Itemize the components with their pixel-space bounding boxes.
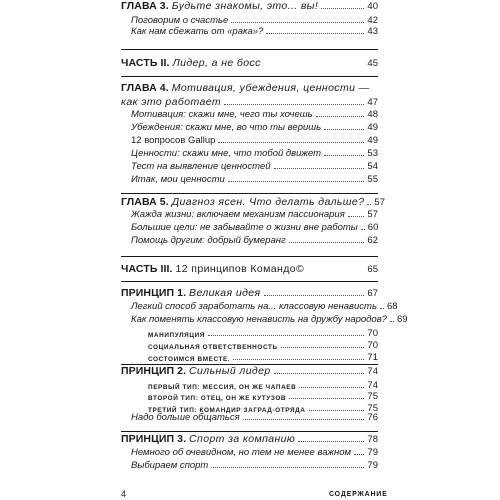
toc-entry[interactable] (131, 314, 408, 325)
dot-leader (211, 467, 364, 468)
dot-leader (231, 22, 364, 23)
dot-leader (264, 295, 365, 296)
toc-page-number: 69 (396, 314, 408, 325)
toc-entry[interactable] (131, 174, 378, 185)
toc-entry-title: Будьте знакомы, это... вы! (171, 0, 319, 12)
dot-leader (367, 204, 371, 205)
toc-entry[interactable] (131, 447, 378, 458)
toc-entry-text: Поговорим о счастье (131, 15, 229, 26)
toc-page-number: 71 (367, 352, 378, 363)
toc-page-number: 78 (367, 434, 378, 445)
dot-leader (309, 410, 365, 411)
toc-entry-text: Помощь другим: добрый бумеранг (131, 235, 286, 246)
toc-entry-title-cont: как это работает (121, 96, 221, 108)
dot-leader (380, 308, 384, 309)
toc-entry[interactable] (131, 26, 378, 37)
dot-leader (274, 168, 365, 169)
toc-entry[interactable] (131, 209, 378, 220)
toc-page-number: 54 (367, 161, 378, 172)
toc-entry-chapter-5[interactable] (121, 196, 385, 208)
toc-page-number: 76 (367, 412, 378, 423)
toc-page-number: 74 (367, 380, 378, 391)
running-footer-section: СОДЕРЖАНИЕ (329, 491, 388, 498)
toc-entry-text: Тест на выявление ценностей (131, 161, 271, 172)
dot-leader (243, 419, 365, 420)
dot-leader (321, 8, 364, 9)
toc-page-number: 70 (367, 328, 378, 339)
section-divider (121, 76, 378, 77)
toc-page-number: 49 (367, 135, 378, 146)
dot-leader (233, 359, 364, 360)
toc-entry-text (121, 263, 304, 275)
dot-leader (361, 229, 365, 230)
toc-entry-principle-1[interactable] (121, 287, 378, 299)
section-divider (121, 281, 378, 282)
toc-entry[interactable] (131, 412, 378, 423)
toc-entry-text (121, 433, 295, 445)
toc-entry-label: ПРИНЦИП 2. (121, 365, 187, 377)
section-divider (121, 49, 378, 50)
toc-entry-title: Мотивация, убеждения, ценности — (171, 82, 370, 94)
toc-page-number: 75 (367, 391, 378, 402)
dot-leader (218, 142, 364, 143)
toc-entry[interactable] (131, 301, 398, 312)
toc-entry-title: Сильный лидер (189, 365, 271, 377)
toc-page-number: 75 (367, 403, 378, 414)
toc-entry-title: Лидер, а не босс (172, 57, 261, 69)
toc-entry-text: Большие цели: не забывайте о жизни вне работы (131, 222, 358, 233)
toc-entry-text: Мотивация: скажи мне, чего ты хочешь (131, 109, 313, 120)
toc-entry-part-3[interactable] (121, 263, 378, 275)
toc-entry-text (121, 196, 364, 208)
toc-subentry[interactable] (148, 380, 378, 391)
toc-entry-chapter-3[interactable] (121, 0, 378, 12)
toc-page-number: 43 (367, 26, 378, 37)
toc-entry-principle-3[interactable] (121, 433, 378, 445)
dot-leader (390, 321, 394, 322)
toc-entry-text: Выбираем спорт (131, 460, 209, 471)
toc-entry-text (121, 287, 261, 299)
toc-page-number: 49 (367, 122, 378, 133)
section-divider (121, 193, 378, 194)
toc-subentry[interactable] (148, 340, 378, 351)
toc-entry-text (121, 57, 261, 69)
toc-entry-text: ПЕРВЫЙ ТИП: МЕССИЯ, ОН ЖЕ ЧАПАЕВ (148, 384, 297, 391)
dot-leader (208, 335, 364, 336)
toc-entry-text: ТРЕТИЙ ТИП: КОМАНДИР ЗАГРАД-ОТРЯДА (148, 407, 306, 414)
toc-entry-title: Спорт за компанию (189, 433, 296, 445)
dot-leader (224, 104, 364, 105)
toc-page-number: 79 (367, 460, 378, 471)
toc-entry-label: ГЛАВА 5. (121, 196, 169, 208)
dot-leader (354, 454, 364, 455)
toc-page-number: 48 (367, 109, 378, 120)
dot-leader (289, 242, 365, 243)
dot-leader (298, 441, 364, 442)
toc-page-number: 57 (367, 209, 378, 220)
toc-page-number: 67 (367, 288, 378, 299)
dot-leader (348, 216, 365, 217)
toc-entry-text: Как поменять классовую ненависть на дружбу народов? (131, 314, 387, 325)
toc-page-number: 47 (367, 97, 378, 108)
toc-entry-text: Ценности: скажи мне, что тобой движет (131, 148, 322, 159)
toc-entry-text: Как нам сбежать от «рака»? (131, 26, 264, 37)
toc-entry-text: ВТОРОЙ ТИП: ОТЕЦ, ОН ЖЕ КУТУЗОВ (148, 395, 287, 402)
toc-subentry[interactable] (148, 391, 378, 402)
toc-entry-title: Диагноз ясен. Что делать дальше? (171, 196, 365, 208)
toc-entry-label: ГЛАВА 4. (121, 82, 169, 94)
toc-entry[interactable] (131, 15, 378, 26)
dot-leader (274, 373, 365, 374)
page-number: 4 (121, 489, 127, 499)
toc-entry-title: 12 принципов Командо© (175, 263, 305, 275)
toc-subentry[interactable] (148, 352, 378, 363)
dot-leader (281, 347, 365, 348)
toc-entry[interactable] (131, 222, 378, 233)
dot-leader (324, 155, 364, 156)
toc-entry-text (121, 82, 370, 94)
toc-entry-text: Немного об очевидном, но тем не менее важном (131, 447, 352, 458)
toc-entry-text: МАНИПУЛЯЦИЯ (148, 332, 206, 339)
toc-entry-label: ПРИНЦИП 1. (121, 287, 187, 299)
toc-entry-text: 12 вопросов Gallup (131, 135, 216, 146)
toc-page-number: 42 (367, 15, 378, 26)
toc-entry-text (121, 0, 318, 12)
toc-entry[interactable] (131, 235, 378, 246)
dot-leader (299, 387, 364, 388)
toc-entry-text: Убеждения: скажи мне, во что ты веришь (131, 122, 322, 133)
dot-leader (228, 181, 365, 182)
toc-entry-text: Легкий способ заработать на... классовую ненависть (131, 301, 377, 312)
toc-entry[interactable] (131, 122, 378, 133)
section-divider (121, 431, 378, 432)
toc-page-number: 40 (367, 1, 378, 12)
dot-leader (316, 116, 365, 117)
toc-entry-label: ЧАСТЬ III. (121, 263, 173, 275)
toc-entry[interactable] (131, 460, 378, 471)
toc-entry-text: СОЦИАЛЬНАЯ ОТВЕТСТВЕННОСТЬ (148, 344, 278, 351)
toc-page-number: 68 (386, 301, 398, 312)
toc-entry-text: Надо больше общаться (131, 412, 240, 423)
toc-page-number: 62 (367, 235, 378, 246)
toc-entry-text: СОСТОИМСЯ ВМЕСТЕ. (148, 356, 231, 363)
dot-leader (324, 129, 364, 130)
toc-entry-label: ПРИНЦИП 3. (121, 433, 187, 445)
toc-entry-text (121, 365, 271, 377)
toc-entry-label: ЧАСТЬ II. (121, 57, 170, 69)
dot-leader (289, 398, 364, 399)
toc-page-number: 45 (367, 58, 378, 69)
toc-entry-text: Жажда жизни: включаем механизм пассионария (131, 209, 345, 220)
toc-entry-chapter-4[interactable] (121, 82, 370, 94)
toc-entry[interactable] (131, 135, 378, 146)
toc-subentry[interactable] (148, 328, 378, 339)
section-divider (121, 256, 378, 257)
toc-page-number: 74 (367, 366, 378, 377)
toc-page-number: 65 (367, 264, 378, 275)
toc-page-number: 57 (374, 197, 385, 208)
toc-entry[interactable] (131, 109, 378, 120)
toc-entry[interactable] (131, 148, 378, 159)
toc-entry-text: Итак, мои ценности (131, 174, 225, 185)
toc-entry-part-2[interactable] (121, 57, 378, 69)
toc-entry-title: Великая идея (189, 287, 261, 299)
toc-page-number: 70 (367, 340, 378, 351)
toc-entry-principle-2[interactable] (121, 365, 378, 377)
dot-leader (266, 33, 364, 34)
toc-page-number: 79 (367, 447, 378, 458)
toc-entry[interactable] (131, 161, 378, 172)
toc-page-number: 53 (367, 148, 378, 159)
toc-page-number: 60 (367, 222, 379, 233)
toc-entry-chapter-4-cont[interactable] (121, 96, 378, 108)
toc-page-number: 55 (367, 174, 378, 185)
toc-entry-label: ГЛАВА 3. (121, 0, 169, 12)
